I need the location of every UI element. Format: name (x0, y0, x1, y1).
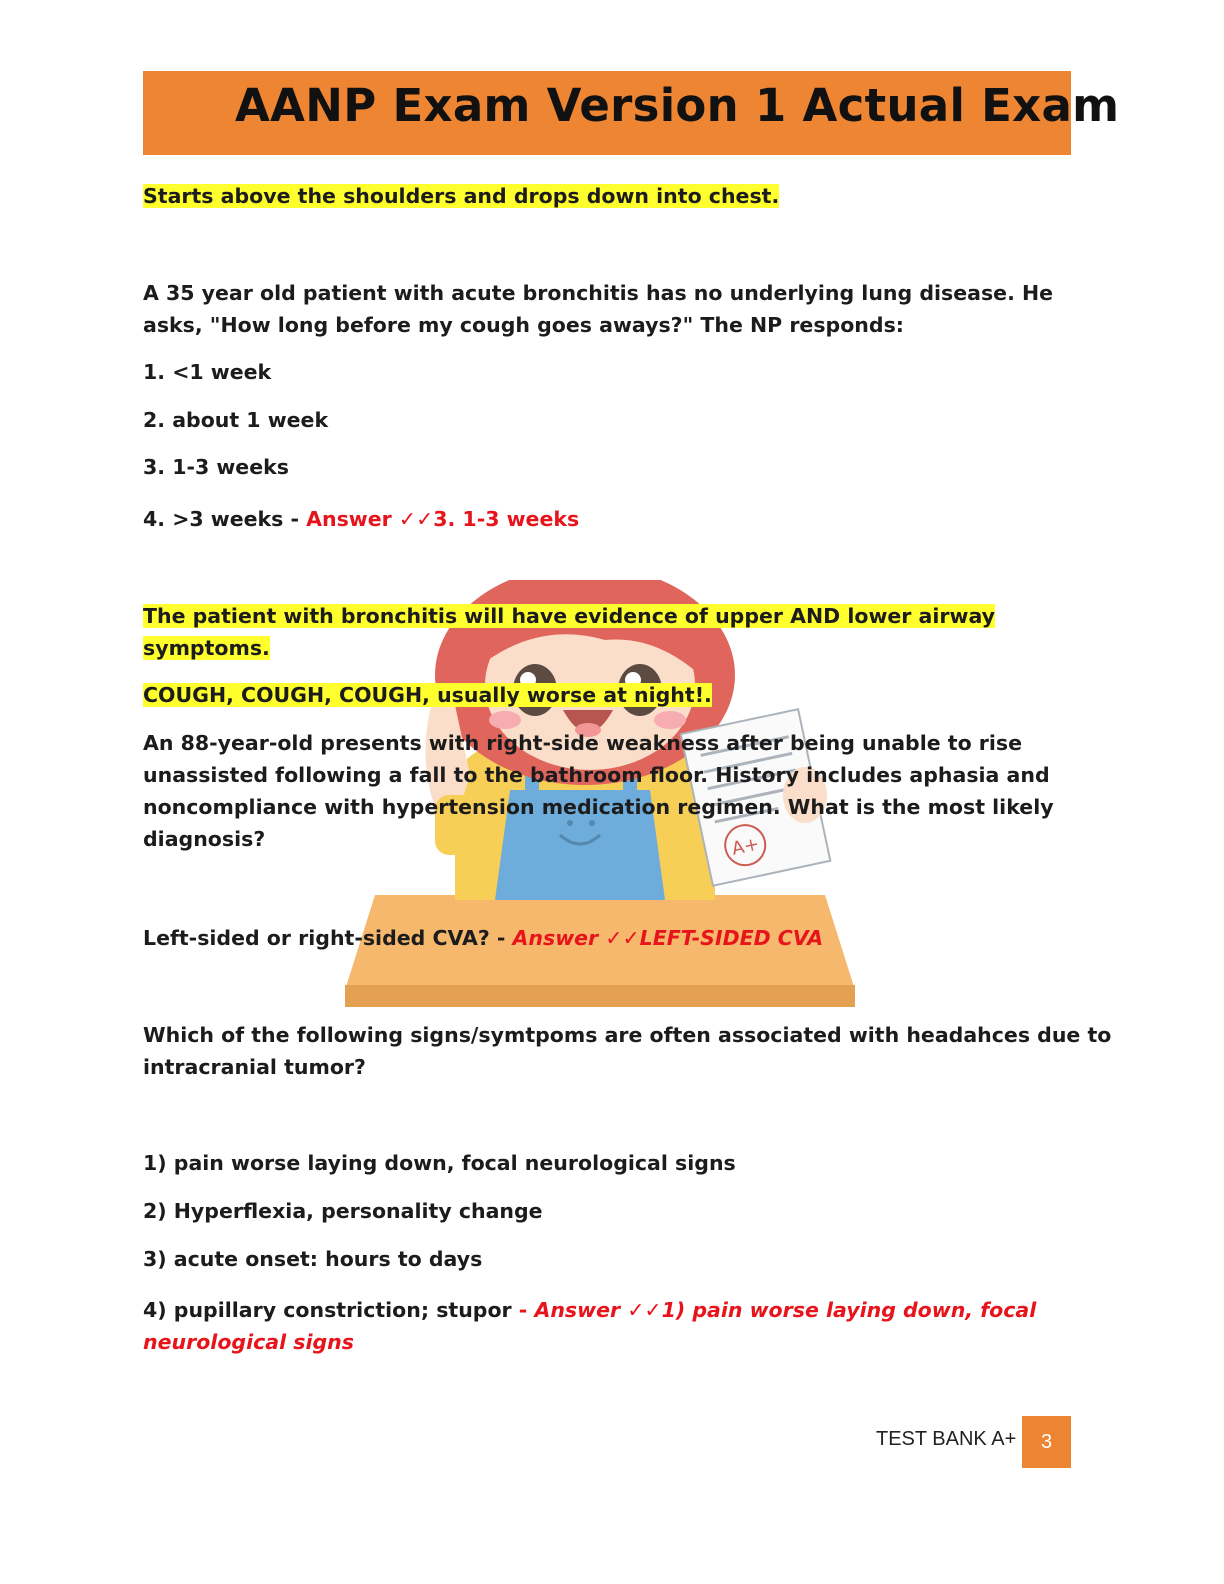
question-2-answer: Answer ✓✓LEFT-SIDED CVA (512, 926, 824, 950)
question-2-line-1: An 88-year-old presents with right-side weakness after being unable to rise (143, 731, 1023, 755)
page-title: AANP Exam Version 1 Actual Exam (235, 79, 1120, 132)
footer-label: TEST BANK A+ (876, 1428, 1017, 1450)
question-1-option-1: 1. <1 week (143, 360, 272, 384)
highlight-note-2-line-2: symptoms. (143, 636, 270, 660)
highlight-note-3: COUGH, COUGH, COUGH, usually worse at night!. (143, 683, 712, 707)
question-3-answer-line-2: neurological signs (143, 1330, 354, 1354)
question-2-line-4: diagnosis? (143, 827, 266, 851)
question-3-option-3: 3) acute onset: hours to days (143, 1247, 483, 1271)
question-3-option-1: 1) pain worse laying down, focal neurological signs (143, 1151, 736, 1175)
question-1-answer: Answer ✓✓3. 1-3 weeks (306, 507, 580, 531)
page-number: 3 (1022, 1416, 1071, 1468)
question-1-option-2: 2. about 1 week (143, 408, 329, 432)
paper-grade: A+ (729, 833, 762, 860)
question-1-option-4: 4. >3 weeks - Answer ✓✓3. 1-3 weeks (143, 507, 580, 531)
question-3-option-4: 4) pupillary constriction; stupor - Answer ✓✓1) pain worse laying down, focal (143, 1298, 1037, 1322)
question-1-line-2: asks, "How long before my cough goes aways?" The NP responds: (143, 313, 904, 337)
question-2-followup: Left-sided or right-sided CVA? - Answer ✓✓LEFT-SIDED CVA (143, 926, 824, 950)
question-3-option-2: 2) Hyperflexia, personality change (143, 1199, 543, 1223)
highlight-note-2-line-1: The patient with bronchitis will have evidence of upper AND lower airway (143, 604, 996, 628)
question-1-line-1: A 35 year old patient with acute bronchitis has no underlying lung disease. He (143, 281, 1054, 305)
title-banner (143, 71, 1120, 155)
highlight-note-1: Starts above the shoulders and drops down into chest. (143, 184, 780, 208)
question-3-answer: Answer ✓✓1) pain worse laying down, focal (534, 1298, 1037, 1322)
question-1-option-3: 3. 1-3 weeks (143, 455, 289, 479)
question-3-line-1: Which of the following signs/symtpoms are often associated with headahces due to (143, 1023, 1112, 1047)
question-3-line-2: intracranial tumor? (143, 1055, 366, 1079)
question-2-line-3: noncompliance with hypertension medication regimen. What is the most likely (143, 795, 1054, 819)
question-2-line-2: unassisted following a fall to the bathroom floor. History includes aphasia and (143, 763, 1050, 787)
